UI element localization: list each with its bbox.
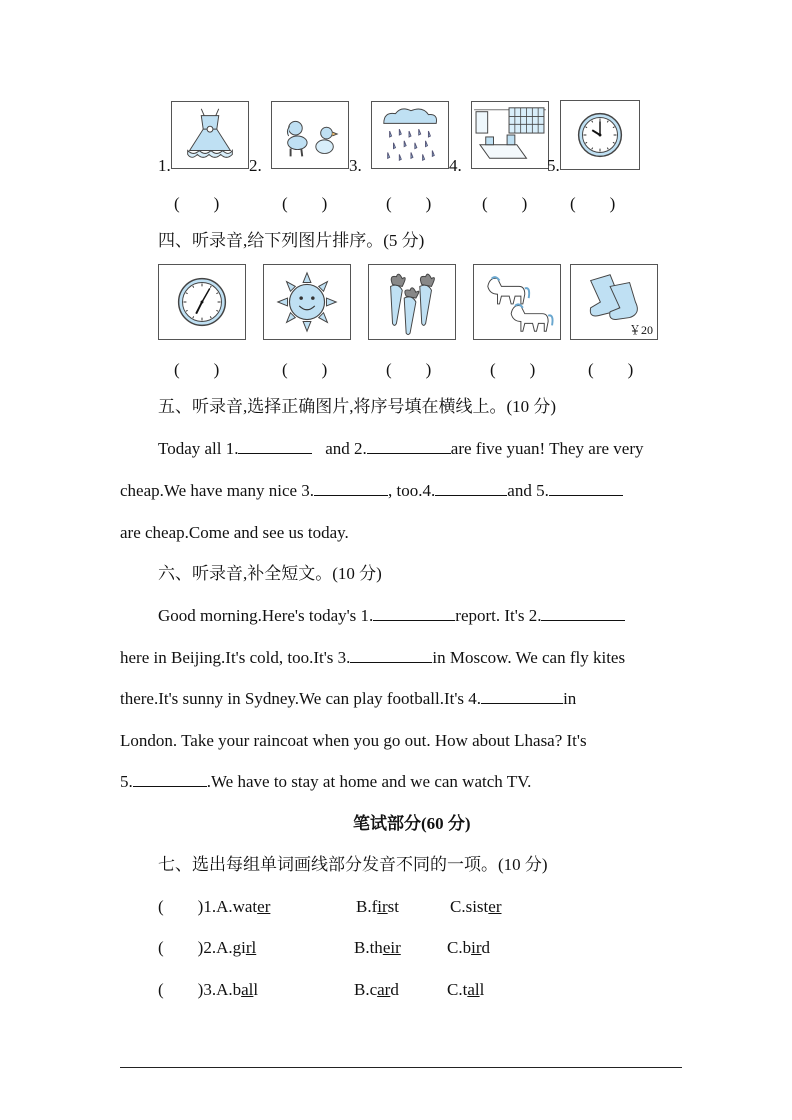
text: Good morning.Here's today's 1. (158, 606, 374, 625)
word-part: C.t (447, 980, 468, 999)
section7-title: 七、选出每组单词画线部分发音不同的一项。(10 分) (158, 855, 548, 874)
text: and 2. (325, 439, 367, 458)
section6-line-4: London. Take your raincoat when you go out. How about Lhasa? It's (120, 731, 587, 750)
text: and 5. (507, 481, 549, 500)
section6-title: 六、听录音,补全短文。(10 分) (158, 564, 382, 583)
picture-library (471, 101, 549, 169)
question-row-1 (158, 897, 270, 917)
answer-blank-2[interactable] (367, 439, 451, 454)
option-b (354, 980, 399, 1000)
picture-number-1: 1. (158, 156, 171, 175)
dress-icon (172, 102, 248, 168)
answer-blank-1[interactable] (238, 439, 312, 454)
text: report. It's 2. (455, 606, 542, 625)
text: here in Beijing.It's cold, too.It's 3. (120, 648, 351, 667)
text: in (563, 689, 577, 708)
answer-blank-3[interactable] (350, 648, 432, 663)
text: in Moscow. We can fly kites (432, 648, 626, 667)
sun-icon (264, 265, 350, 339)
question-row-2 (158, 938, 256, 958)
bookshelf-icon (472, 102, 548, 168)
answer-bracket[interactable]: ( ) (386, 194, 432, 213)
written-part-title: 笔试部分(60 分) (353, 814, 471, 833)
text: cheap.We have many nice 3. (120, 481, 315, 500)
footer-divider (120, 1067, 682, 1068)
clock-icon (561, 101, 639, 169)
word-part: C.b (447, 938, 472, 957)
question-number: 1.A. (203, 897, 233, 916)
picture-number-4: 4. (449, 156, 462, 175)
section6-line-1 (158, 606, 625, 626)
question-row-3 (158, 980, 258, 1000)
underlined-part: ir (377, 897, 388, 916)
answer-bracket[interactable]: ( ) (158, 938, 204, 957)
answer-blank-5[interactable] (133, 772, 207, 787)
option-a (203, 980, 258, 999)
word-part: l (253, 980, 259, 999)
picture-clock (560, 100, 640, 170)
section6-line-5 (120, 772, 531, 792)
picture-socks (570, 264, 658, 340)
option-a (203, 938, 256, 957)
underlined-part: er (488, 897, 502, 916)
word-part: d (481, 938, 490, 957)
answer-blank-1[interactable] (373, 606, 455, 621)
horse-icon (474, 265, 560, 339)
answer-blank-5[interactable] (549, 481, 623, 496)
dog-icon (272, 102, 348, 168)
underlined-part: ir (471, 938, 482, 957)
picture-clock-2 (158, 264, 246, 340)
price-tag: ￥20 (628, 323, 653, 337)
carrot-icon (369, 265, 455, 339)
word-part: B.f (356, 897, 378, 916)
question-number: 3.A. (203, 980, 233, 999)
section5-line-2 (120, 481, 623, 501)
word-part: l (479, 980, 485, 999)
section5-title: 五、听录音,选择正确图片,将序号填在横线上。(10 分) (158, 397, 557, 416)
text: are five yuan! They are very (450, 439, 644, 458)
option-c (447, 938, 490, 958)
question-number: 2.A. (203, 938, 233, 957)
word-part: gi (232, 938, 246, 957)
section6-line-2 (120, 648, 625, 668)
picture-dog-and-bird (271, 101, 349, 169)
answer-blank-3[interactable] (314, 481, 388, 496)
clock-icon (159, 265, 245, 339)
section5-line-1 (158, 439, 644, 459)
section6-line-3 (120, 689, 576, 709)
text: .We have to stay at home and we can watch TV. (206, 772, 532, 791)
picture-sun (263, 264, 351, 340)
answer-blank-4[interactable] (481, 689, 563, 704)
underlined-part: ar (377, 980, 391, 999)
answer-bracket[interactable]: ( ) (588, 360, 634, 379)
section5-line-3: are cheap.Come and see us today. (120, 523, 349, 542)
option-b (354, 938, 401, 958)
word-part: B.th (354, 938, 383, 957)
picture-rain (371, 101, 449, 169)
text: Today all 1. (158, 439, 239, 458)
picture-number-2: 2. (249, 156, 262, 175)
option-b (356, 897, 399, 917)
picture-number-3: 3. (349, 156, 362, 175)
text: , too.4. (388, 481, 436, 500)
text: 5. (120, 772, 133, 791)
underlined-part: al (467, 980, 480, 999)
rain-cloud-icon (372, 102, 448, 168)
answer-bracket[interactable]: ( ) (386, 360, 432, 379)
answer-bracket[interactable]: ( ) (490, 360, 536, 379)
text: there.It's sunny in Sydney.We can play football.It's 4. (120, 689, 482, 708)
picture-number-5: 5. (547, 156, 560, 175)
word-part: B.c (354, 980, 378, 999)
picture-carrots (368, 264, 456, 340)
answer-bracket[interactable]: ( ) (282, 360, 328, 379)
answer-bracket[interactable]: ( ) (174, 194, 220, 213)
answer-blank-2[interactable] (541, 606, 625, 621)
answer-bracket[interactable]: ( ) (174, 360, 220, 379)
word-part: C.sist (450, 897, 489, 916)
section4-title: 四、听录音,给下列图片排序。(5 分) (158, 231, 425, 250)
answer-bracket[interactable]: ( ) (282, 194, 328, 213)
underlined-part: er (257, 897, 271, 916)
underlined-part: rl (245, 938, 257, 957)
word-part: wat (232, 897, 258, 916)
answer-bracket[interactable]: ( ) (570, 194, 616, 213)
word-part: st (387, 897, 399, 916)
picture-dress (171, 101, 249, 169)
underlined-part: al (241, 980, 254, 999)
option-c (450, 897, 502, 917)
answer-bracket[interactable]: ( ) (482, 194, 528, 213)
option-a (203, 897, 270, 916)
word-part: b (232, 980, 242, 999)
underlined-part: eir (382, 938, 401, 957)
word-part: d (390, 980, 399, 999)
answer-blank-4[interactable] (435, 481, 507, 496)
option-c (447, 980, 484, 1000)
answer-bracket[interactable]: ( ) (158, 897, 204, 916)
picture-horses (473, 264, 561, 340)
answer-bracket[interactable]: ( ) (158, 980, 204, 999)
